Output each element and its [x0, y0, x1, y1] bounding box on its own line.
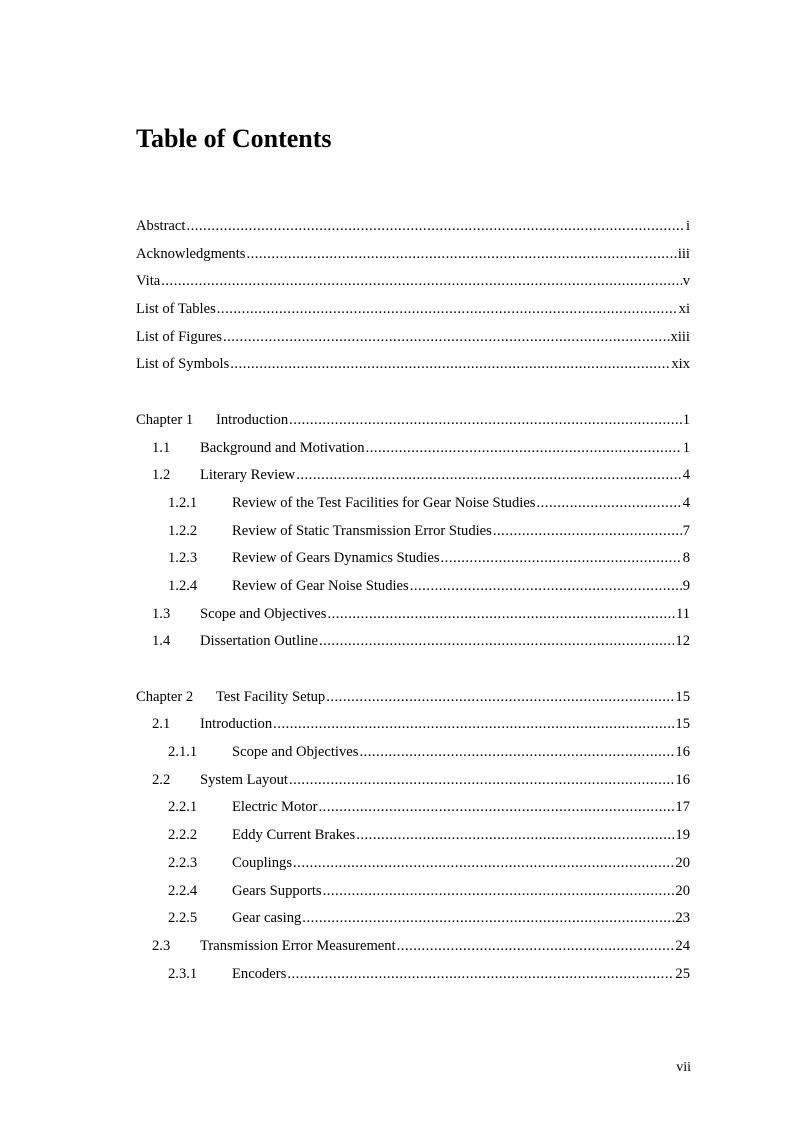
- toc-entry-label: Abstract: [136, 218, 186, 234]
- toc-entry-number: Chapter 2: [136, 688, 194, 705]
- toc-section-entry[interactable]: [136, 465, 690, 493]
- toc-entry-label: Transmission Error Measurement: [200, 937, 396, 954]
- toc-entry-page: iii: [677, 245, 690, 262]
- toc-entry-number: 2.2.4: [168, 882, 198, 899]
- toc-entry-page: 7: [682, 522, 690, 539]
- toc-entry-label: Introduction: [200, 716, 273, 733]
- leader-dots: [293, 853, 674, 873]
- toc-subsection-entry[interactable]: [136, 742, 690, 770]
- toc-entry-page: v: [682, 273, 690, 290]
- leader-dots: [493, 521, 682, 541]
- leader-dots: [366, 438, 682, 458]
- toc-entry-label: List of Tables: [136, 301, 216, 318]
- toc-entry-page: 16: [675, 744, 690, 761]
- toc-section-entry[interactable]: [136, 770, 690, 798]
- toc-entry-label: Gear casing: [232, 910, 302, 927]
- toc-entry-number: 1.3: [152, 605, 171, 622]
- toc-entry-page: 17: [675, 799, 690, 816]
- toc-entry-number: 1.2: [152, 467, 171, 484]
- toc-section-entry[interactable]: [136, 438, 690, 466]
- toc-entry-page: 4: [682, 467, 690, 484]
- toc-entry[interactable]: [136, 271, 690, 299]
- toc-entry-page: 24: [675, 937, 690, 954]
- leader-dots: [273, 714, 674, 734]
- toc-entry-label: Review of Static Transmission Error Studies: [232, 522, 492, 539]
- toc-entry-page: 15: [675, 688, 690, 705]
- table-of-contents: [136, 216, 690, 991]
- toc-entry-label: Eddy Current Brakes: [232, 827, 356, 844]
- toc-entry-page: 23: [675, 910, 690, 927]
- toc-entry[interactable]: [136, 354, 690, 382]
- toc-entry-number: 1.2.3: [168, 550, 198, 567]
- toc-entry-page: 9: [682, 577, 690, 594]
- toc-subsection-entry[interactable]: [136, 548, 690, 576]
- spacer: [136, 659, 690, 687]
- toc-entry-page: 20: [675, 882, 690, 899]
- leader-dots: [246, 244, 676, 264]
- leader-dots: [302, 908, 674, 928]
- toc-entry-number: 1.2.4: [168, 577, 198, 594]
- toc-chapter-entry[interactable]: [136, 687, 690, 715]
- toc-section-entry[interactable]: [136, 631, 690, 659]
- leader-dots: [230, 354, 670, 374]
- toc-subsection-entry[interactable]: [136, 853, 690, 881]
- toc-entry-page: i: [685, 218, 690, 234]
- toc-entry-label: Acknowledgments: [136, 245, 246, 262]
- toc-subsection-entry[interactable]: [136, 881, 690, 909]
- toc-entry-number: 2.2.5: [168, 910, 198, 927]
- toc-subsection-entry[interactable]: [136, 576, 690, 604]
- leader-dots: [161, 271, 681, 291]
- toc-entry-label: Couplings: [232, 854, 293, 871]
- toc-entry-number: 2.2.1: [168, 799, 198, 816]
- toc-entry-number: 1.2.2: [168, 522, 198, 539]
- toc-subsection-entry[interactable]: [136, 493, 690, 521]
- toc-entry-number: 2.3.1: [168, 965, 198, 982]
- toc-entry-page: xi: [678, 301, 690, 318]
- leader-dots: [289, 770, 674, 790]
- toc-entry-number: 1.1: [152, 439, 171, 456]
- toc-entry-number: 2.2: [152, 771, 171, 788]
- leader-dots: [296, 465, 681, 485]
- toc-entry-label: List of Figures: [136, 328, 222, 345]
- toc-entry-label: Review of Gears Dynamics Studies: [232, 550, 440, 567]
- toc-entry-page: 1: [682, 439, 690, 456]
- toc-entry[interactable]: [136, 327, 690, 355]
- leader-dots: [537, 493, 682, 513]
- toc-entry-page: 16: [675, 771, 690, 788]
- toc-entry[interactable]: [136, 244, 690, 272]
- toc-subsection-entry[interactable]: [136, 908, 690, 936]
- toc-entry-page: 12: [675, 633, 690, 650]
- leader-dots: [323, 881, 675, 901]
- toc-entry-page: 1: [682, 411, 690, 428]
- toc-entry-label: Dissertation Outline: [200, 633, 318, 650]
- toc-entry-page: 4: [682, 494, 690, 511]
- toc-entry-label: Gears Supports: [232, 882, 322, 899]
- toc-entry-page: xix: [671, 356, 690, 373]
- toc-entry-page: 25: [675, 965, 690, 982]
- toc-entry-label: Test Facility Setup: [216, 688, 326, 705]
- toc-entry-label: Review of the Test Facilities for Gear Noise Studies: [232, 494, 536, 511]
- toc-section-entry[interactable]: [136, 714, 690, 742]
- toc-section-entry[interactable]: [136, 936, 690, 964]
- leader-dots: [441, 548, 682, 568]
- toc-entry-number: Chapter 1: [136, 411, 194, 428]
- leader-dots: [217, 299, 678, 319]
- toc-subsection-entry[interactable]: [136, 797, 690, 825]
- leader-dots: [356, 825, 674, 845]
- toc-subsection-entry[interactable]: [136, 521, 690, 549]
- toc-entry-label: Background and Motivation: [200, 439, 365, 456]
- toc-entry-number: 2.1.1: [168, 744, 198, 761]
- page-number: vii: [676, 1060, 691, 1075]
- toc-entry[interactable]: [136, 216, 690, 244]
- toc-entry-number: 2.2.3: [168, 854, 198, 871]
- toc-entry-page: 11: [675, 605, 690, 622]
- toc-entry-label: Scope and Objectives: [232, 744, 359, 761]
- leader-dots: [359, 742, 674, 762]
- spacer: [136, 382, 690, 410]
- toc-entry-number: 2.1: [152, 716, 171, 733]
- toc-entry-number: 1.4: [152, 633, 171, 650]
- toc-entry-number: 2.2.2: [168, 827, 198, 844]
- leader-dots: [287, 964, 674, 984]
- toc-entry-page: xiii: [670, 328, 690, 345]
- toc-entry-page: 15: [675, 716, 690, 733]
- toc-entry[interactable]: [136, 299, 690, 327]
- toc-entry-page: 20: [675, 854, 690, 871]
- toc-entry-label: System Layout: [200, 771, 288, 788]
- toc-entry-label: Encoders: [232, 965, 287, 982]
- toc-entry-label: Review of Gear Noise Studies: [232, 577, 409, 594]
- toc-entry-page: 19: [675, 827, 690, 844]
- toc-entry-page: 8: [682, 550, 690, 567]
- leader-dots: [319, 797, 675, 817]
- leader-dots: [289, 410, 682, 430]
- leader-dots: [327, 604, 674, 624]
- toc-entry-label: Vita: [136, 273, 161, 290]
- toc-entry-number: 2.3: [152, 937, 171, 954]
- toc-subsection-entry[interactable]: [136, 825, 690, 853]
- leader-dots: [397, 936, 675, 956]
- toc-entry-label: Literary Review: [200, 467, 296, 484]
- toc-chapter-entry[interactable]: [136, 410, 690, 438]
- leader-dots: [319, 631, 674, 651]
- toc-section-entry[interactable]: [136, 604, 690, 632]
- toc-entry-label: List of Symbols: [136, 356, 230, 373]
- leader-dots: [223, 327, 670, 347]
- toc-entry-label: Scope and Objectives: [200, 605, 327, 622]
- leader-dots: [326, 687, 674, 707]
- toc-subsection-entry[interactable]: [136, 964, 690, 992]
- toc-entry-number: 1.2.1: [168, 494, 198, 511]
- leader-dots: [410, 576, 682, 596]
- leader-dots: [186, 216, 684, 236]
- toc-entry-label: Electric Motor: [232, 799, 318, 816]
- page-title: Table of Contents: [136, 124, 332, 153]
- toc-entry-label: Introduction: [216, 411, 289, 428]
